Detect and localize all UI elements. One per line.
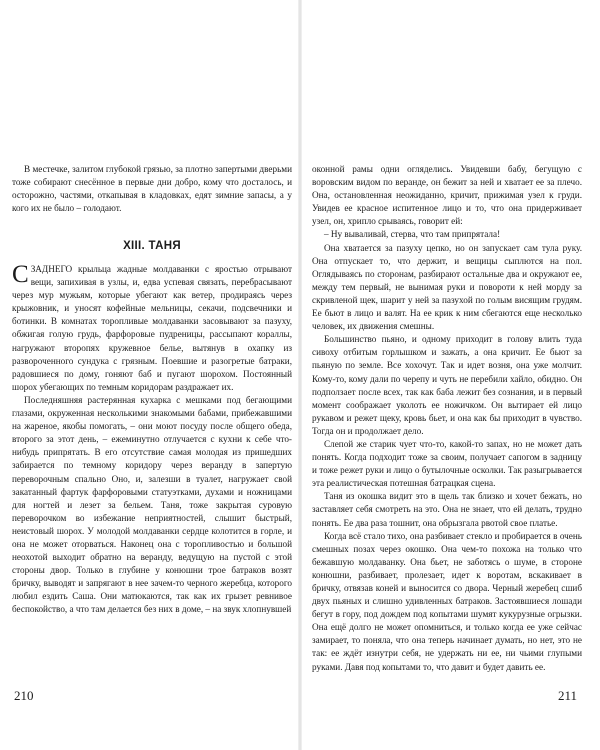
intro-paragraph: В местечке, залитом глубокой грязью, за плотно запертыми дверьми тоже собирают снесённое в первые дни добро, кому что досталось, и осторожно, частями, откапывая в кладовках, едят зимние запасы, а у кого их не было – голодают. <box>12 164 292 214</box>
body-paragraph: Слепой же старик чует что-то, какой-то запах, но не может дать понять. Когда подходит тоже за своим, получает сапогом в задницу и тоже режет руки и лицо о бутылочные осколки. Так разыгрывается эта реалистическая потешная батрацкая сцена. <box>312 438 582 489</box>
body-paragraph: Она хватается за пазуху цепко, но он запускает сам тула руку. Она отпускает то, что держит, и вещицы сыплются на пол. Оглядываясь по сторонам, разбирают остальные два и окружают ее, между тем первый, не вынимая руки и повороти к ней морду за скривленой щек, шарит у ней за пазухой по голым висящим грудям. Ее бьют в лицо и валят. На ее крик к ним сбегаются еще несколько человек, их движения смешны. <box>312 242 582 332</box>
drop-cap-letter: С <box>12 261 29 288</box>
left-intro-block <box>12 163 292 215</box>
left-body-block <box>12 263 292 617</box>
page-number-left: 210 <box>14 688 34 703</box>
body-paragraph: Последняшняя растерянная кухарка с мешками под бегающими глазами, окруженная несколькими знакомыми бабами, прибежавшими на жареное, якобы помогать, – они моют посуду после общего обеда, второго за этот день, – ежеминутно отлучается с кухни к себе что-нибудь припрятать. В его отсутствие самая молодая из пришедших забирается по темному коридору через веранду в запертую переворочным спально Оно, и, залезши в туалет, нагружает свой закатанный фартук фарфоровыми статуэтками, духами и ножницами для ногтей и лезет за бельем. Таня, тоже закрытая суровую переворочком во избежание неприятностей, слышит быстрый, неистовый шорох. У молодой молдаванки сердце колотится в горле, и она не может оторваться. Наконец она с торопливостью и большой неохотой выходит обратно на веранду, ведущую на пустой с этой стороны двор. Только в глубине у конюшни трое батраков возят бричку, выводят и запрягают в нее зачем-то черного жеребца, которого любил ездить Саша. Они матюкаются, так как их грызет ревнивое беспокойство, а что там делается без них в доме, – на звук хлопнувшей <box>12 394 292 615</box>
first-paragraph-text: крыльца жадные молдаванки с яростью отрывают вещи, запихивая в узлы, и, едва успевая связать, перебрасывают через мур мужьям, которые убегают как ветер, продираясь через крыжовник, и уносят кофейные мельницы, секачи, подсвечники и ботинки. В комнатах торопливые молдаванки засовывают за пазуху, обжигая голую грудь, фарфоровые пудреницы, рассыпают кораллы, нагружают второпях кружевное белье, вытянув в охапку из развороченного сундука с грязным. Поевшие и разогретые батраки, радовшиеся по дому, гоняют баб и пугают шорохом. Постоянный шорох убегающих по темным коридорам раздражает их. <box>12 264 292 392</box>
chapter-title: XIII. ТАНЯ <box>123 240 181 252</box>
page-number-right: 211 <box>558 688 578 703</box>
body-paragraph: Таня из окошка видит это в щель так близко и хочет бежать, но заставляет себя смотреть на это. Она не знает, что ей делать, трудно понять. Ее два раза тошнит, она обрызгала рвотой свое платье. <box>312 491 582 528</box>
body-paragraph: оконной рамы одни огляделись. Увидевши бабу, бегущую с воровским видом по веранде, он бежит за ней и хватает ее за плечо. Она, остановленная неожиданно, кричит, прижимая узел к груди. Увидев ее красное испитенное лицо и то, что она придерживает узел, он, хрипло срываясь, говорит ей: <box>312 164 582 227</box>
dialogue-line: – Ну вываливай, стерва, что там припрятала! <box>324 229 501 240</box>
chapter-heading-block <box>12 240 292 252</box>
right-body-block <box>312 163 582 674</box>
body-paragraph: Большинство пьяно, и одному приходит в голову влить туда сивоху отбитым горлышком и зажать, а она кричит. Ее бьют за пьяную по земле. Все хохочут. Так и идет возня, она уже молчит. Кому-то, кому дали по черепу и чуть не перебили хайло, обидно. Он подползает после всех, так как баба лежит без сознания, и в первый момент соображает уколоть ее ножичком. Он вытирает ей лицо рукавом и режет щеку, кровь бьет, и она как бы приходит в чувство. Тогда он и продолжает дело. <box>312 334 582 436</box>
chapter-first-paragraph <box>12 263 292 394</box>
lead-in-smallcaps: ЗАДНЕГО <box>30 264 73 274</box>
body-paragraph: Когда всё стало тихо, она разбивает стекло и пробирается в очень смешных позах через окошко. Она чем-то похожа на только что бежавшую молдаванку. Она бьет, не заботясь о шуме, в стороне конюшни, разбивает, пролезает, идет к воротам, вскакивает в бричку, отвязав коней и выносится со двора. Черный жеребец сшиб двух пьяных и слишно удивленных батраков. Застоявшиеся лошади бегут в гору, под дождем под копытами шумят кукурузные огрызки. Она ещё долго не может опомниться, и только когда ее уже сейчас замирает, то поняла, что она теперь начинает думать, но нет, это не так: ее ждёт изнутри себя, не удержать ни ее, ни чьими глупыми руками. Давя под копытами то, что давит и будет давить ее. <box>312 530 582 672</box>
right-page <box>300 0 600 750</box>
